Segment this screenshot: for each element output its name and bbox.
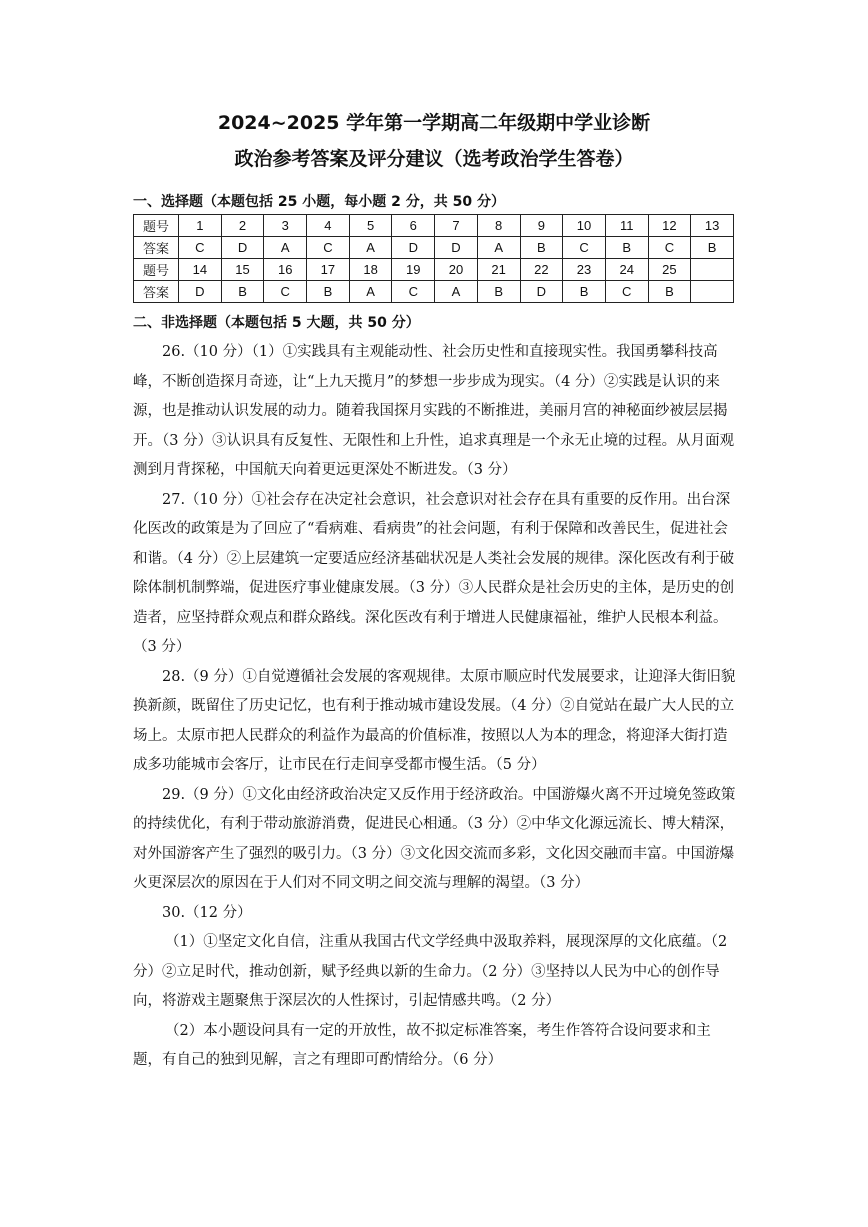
row-header: 题号	[134, 259, 179, 281]
table-cell: A	[264, 237, 307, 259]
table-cell: 19	[392, 259, 435, 281]
section-heading-nonchoice: 二、非选择题（本题包括 5 大题，共 50 分）	[133, 315, 420, 331]
table-cell: B	[605, 237, 648, 259]
answer-paragraph-30: 30.（12 分）	[162, 904, 252, 921]
table-cell: 16	[264, 259, 307, 281]
table-cell: 2	[221, 215, 264, 237]
table-cell: 13	[691, 215, 734, 237]
answer-paragraph-29: 29.（9 分）①文化由经济政治决定又反作用于经济政治。中国游爆火离不开过境免签政策的持续优化，有利于带动旅游消费，促进民心相通。（3 分）②中华文化源远流长、博大精深，对外国游客产生了强烈的吸引力。（3 分）③文化因交流而多彩，文化因交融而丰富。中国游爆火更深层次的原因在于人们对不同文明之间交流与理解的渴望。（3 分）	[133, 786, 736, 891]
table-cell: 1	[179, 215, 222, 237]
table-cell: A	[349, 281, 392, 303]
table-cell: D	[179, 281, 222, 303]
table-cell: 17	[307, 259, 350, 281]
page-title: 2024~2025 学年第一学期高二年级期中学业诊断	[217, 112, 651, 134]
answer-body	[133, 338, 737, 1076]
table-cell: A	[435, 281, 478, 303]
page-subtitle: 政治参考答案及评分建议（选考政治学生答卷）	[234, 148, 634, 170]
table-cell: D	[392, 237, 435, 259]
table-row	[134, 281, 734, 303]
table-cell: 10	[563, 215, 606, 237]
table-cell: 23	[563, 259, 606, 281]
row-header: 答案	[134, 281, 179, 303]
table-cell: 25	[648, 259, 691, 281]
table-cell: A	[477, 237, 520, 259]
answer-table	[133, 214, 734, 303]
table-cell: C	[392, 281, 435, 303]
table-cell: 9	[520, 215, 563, 237]
table-cell: D	[221, 237, 264, 259]
table-cell: 5	[349, 215, 392, 237]
table-cell: 8	[477, 215, 520, 237]
table-cell: C	[179, 237, 222, 259]
table-cell: B	[563, 281, 606, 303]
table-cell: B	[648, 281, 691, 303]
table-cell	[691, 281, 734, 303]
table-cell: C	[563, 237, 606, 259]
table-cell: D	[435, 237, 478, 259]
table-cell: 4	[307, 215, 350, 237]
table-cell: B	[477, 281, 520, 303]
table-cell: B	[691, 237, 734, 259]
table-cell: 6	[392, 215, 435, 237]
table-cell: 14	[179, 259, 222, 281]
table-cell: C	[264, 281, 307, 303]
answer-paragraph-27: 27.（10 分）①社会存在决定社会意识，社会意识对社会存在具有重要的反作用。出台深化医改的政策是为了回应了“看病难、看病贵”的社会问题，有利于保障和改善民生，促进社会和谐。（4 分）②上层建筑一定要适应经济基础状况是人类社会发展的规律。深化医改有利于破除体制机制弊端，促进医疗事业健康发展。（3 分）③人民群众是社会历史的主体，是历史的创造者，应坚持群众观点和群众路线。深化医改有利于增进人民健康福祉，维护人民根本利益。（3 分）	[133, 491, 735, 655]
table-cell: C	[307, 237, 350, 259]
table-cell: 24	[605, 259, 648, 281]
table-cell: 15	[221, 259, 264, 281]
table-cell: B	[307, 281, 350, 303]
table-cell: C	[648, 237, 691, 259]
answer-paragraph-26: 26.（10 分）（1）①实践具有主观能动性、社会历史性和直接现实性。我国勇攀科技高峰，不断创造探月奇迹，让“上九天揽月”的梦想一步步成为现实。（4 分）②实践是认识的来源，也是推动认识发展的动力。随着我国探月实践的不断推进，美丽月宫的神秘面纱被层层揭开。（3 分）③认识具有反复性、无限性和上升性，追求真理是一个永无止境的过程。从月面观测到月背探秘，中国航天向着更远更深处不断进发。（3 分）	[133, 344, 735, 478]
row-header: 答案	[134, 237, 179, 259]
table-cell: 11	[605, 215, 648, 237]
table-cell: 21	[477, 259, 520, 281]
answer-paragraph-28: 28.（9 分）①自觉遵循社会发展的客观规律。太原市顺应时代发展要求，让迎泽大街旧貌换新颜，既留住了历史记忆，也有利于推动城市建设发展。（4 分）②自觉站在最广大人民的立场上。太原市把人民群众的利益作为最高的价值标准，按照以人为本的理念，将迎泽大街打造成多功能城市会客厅，让市民在行走间享受都市慢生活。（5 分）	[133, 668, 736, 773]
table-cell: 22	[520, 259, 563, 281]
table-cell: 3	[264, 215, 307, 237]
table-cell: 20	[435, 259, 478, 281]
table-cell: A	[349, 237, 392, 259]
answer-paragraph-30-2: （2）本小题设问具有一定的开放性，故不拟定标准答案，考生作答符合设问要求和主题，有自己的独到见解，言之有理即可酌情给分。（6 分）	[133, 1022, 711, 1068]
answer-paragraph-30-1: （1）①坚定文化自信，注重从我国古代文学经典中汲取养料，展现深厚的文化底蕴。（2 分）②立足时代，推动创新，赋予经典以新的生命力。（2 分）③坚持以人民为中心的创作导向，将游戏主题聚焦于深层次的人性探讨，引起情感共鸣。（2 分）	[133, 934, 728, 1009]
table-cell	[691, 259, 734, 281]
table-cell: C	[605, 281, 648, 303]
table-cell: 18	[349, 259, 392, 281]
table-row	[134, 215, 734, 237]
table-cell: B	[520, 237, 563, 259]
table-cell: B	[221, 281, 264, 303]
table-row	[134, 259, 734, 281]
table-cell: 12	[648, 215, 691, 237]
row-header: 题号	[134, 215, 179, 237]
table-cell: 7	[435, 215, 478, 237]
table-row	[134, 237, 734, 259]
table-cell: D	[520, 281, 563, 303]
section-heading-choice: 一、选择题（本题包括 25 小题，每小题 2 分，共 50 分）	[133, 194, 505, 210]
